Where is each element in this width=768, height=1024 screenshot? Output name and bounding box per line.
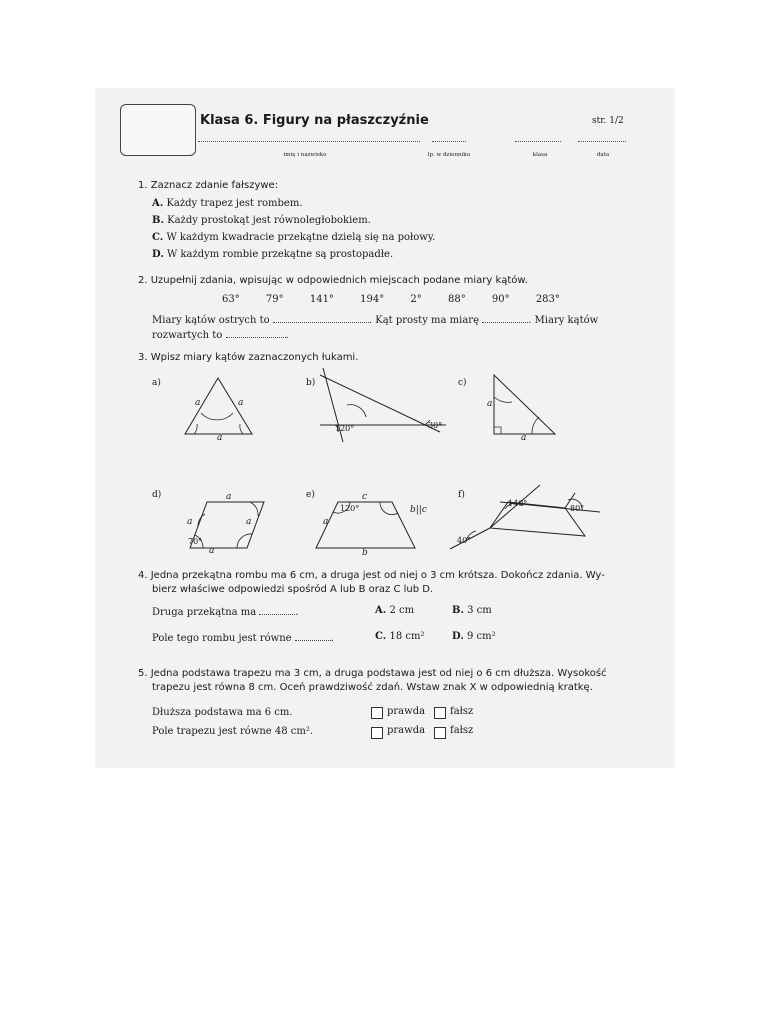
- figure-label-b: b): [306, 378, 316, 388]
- trapezoid-e-shape: [316, 502, 415, 548]
- q4-title-cont: bierz właściwe odpowiedzi spośród A lub B oraz C lub D.: [152, 584, 434, 595]
- true-label: prawda: [387, 725, 426, 736]
- area-blank[interactable]: [295, 631, 331, 641]
- q5-row1-true-checkbox[interactable]: [371, 707, 383, 719]
- angle-arc: [201, 413, 233, 420]
- angle-arc: [494, 397, 512, 402]
- side-label: a: [246, 517, 252, 527]
- page-number: str. 1/2: [592, 116, 624, 126]
- figure-label-f: f): [458, 490, 465, 500]
- angle-label: 40°: [457, 536, 472, 545]
- angle-label: 30°: [428, 421, 443, 430]
- sentence-part: Miary kątów ostrych to: [152, 315, 270, 326]
- diagonal-blank[interactable]: [259, 605, 295, 615]
- q5-row1-text: Dłuższa podstawa ma 6 cm.: [152, 707, 293, 718]
- number-field-label: lp. w dzienniku: [427, 152, 471, 158]
- false-label: fałsz: [450, 725, 474, 736]
- page-title: Klasa 6. Figury na płaszczyźnie: [200, 113, 429, 128]
- angle-arc: [240, 424, 243, 434]
- angle-value: 283°: [535, 294, 560, 305]
- q5-row2-text: Pole trapezu jest równe 48 cm².: [152, 726, 314, 737]
- angle-arc: [250, 502, 258, 516]
- side-label: a: [521, 433, 527, 443]
- option-value: 9 cm²: [466, 631, 496, 642]
- q4-row2-text: Pole tego rombu jest równe .: [152, 633, 334, 644]
- option-text: Każdy prostokąt jest równoległobokiem.: [167, 215, 371, 226]
- true-label: prawda: [387, 706, 426, 717]
- q5-title-cont: trapezu jest równa 8 cm. Oceń prawdziwość zdań. Wstaw znak X w odpowiednią kratkę.: [152, 682, 593, 693]
- row-text: Pole tego rombu jest równe: [152, 633, 292, 644]
- q4-option-a[interactable]: [375, 605, 414, 616]
- option-value: 2 cm: [389, 605, 415, 616]
- option-text: Każdy trapez jest rombem.: [166, 198, 303, 209]
- parallel-note: b||c: [410, 505, 427, 515]
- angle-label: 120°: [340, 504, 360, 513]
- angle-arc: [347, 405, 366, 417]
- option-letter: A.: [152, 198, 164, 209]
- q5-row2-false-checkbox[interactable]: [434, 727, 446, 739]
- side-label: a: [487, 399, 493, 409]
- date-field-label: data: [596, 152, 610, 158]
- angle-arc: [532, 417, 539, 434]
- angle-value: 194°: [360, 294, 385, 305]
- angle-label: 140°: [508, 499, 528, 508]
- option-letter: B.: [452, 605, 464, 616]
- side-label: a: [195, 398, 201, 408]
- figure-label-c: c): [458, 378, 467, 388]
- side-label: b: [362, 548, 368, 558]
- q3-title: 3. Wpisz miary kątów zaznaczonych łukami.: [138, 352, 359, 363]
- figure-label-e: e): [306, 490, 315, 500]
- side-label: a: [209, 546, 215, 556]
- q5-row1-false-checkbox[interactable]: [434, 707, 446, 719]
- angle-value: 141°: [309, 294, 334, 305]
- side-label: c: [362, 492, 368, 502]
- right-angle-mark: [494, 427, 501, 434]
- q5-row2-true-checkbox[interactable]: [371, 727, 383, 739]
- angle-value: 90°: [491, 294, 510, 305]
- q4-option-c[interactable]: [375, 631, 424, 642]
- q4-option-b[interactable]: [452, 605, 492, 616]
- angle-value: 2°: [410, 294, 422, 305]
- q4-option-d[interactable]: [452, 631, 496, 642]
- q4-row1-text: Druga przekątna ma .: [152, 607, 299, 618]
- q5-title: 5. Jedna podstawa trapezu ma 3 cm, a druga podstawa jest od niej o 6 cm dłuższa. Wysokość: [138, 668, 607, 679]
- side-label: a: [238, 398, 244, 408]
- row-text: Druga przekątna ma: [152, 607, 257, 618]
- angle-value: 88°: [447, 294, 466, 305]
- q4-title: 4. Jedna przekątna rombu ma 6 cm, a druga jest od niej o 3 cm krótsza. Dokończ zdania. Wy-: [138, 570, 605, 581]
- side-label: a: [217, 433, 223, 443]
- name-field-label: imię i nazwisko: [283, 152, 327, 158]
- side-label: a: [187, 517, 193, 527]
- figure-label-a: a): [152, 378, 161, 388]
- class-field-label: klasa: [532, 152, 548, 158]
- q2-title: 2. Uzupełnij zdania, wpisując w odpowiednich miejscach podane miary kątów.: [138, 275, 528, 286]
- option-letter: B.: [152, 215, 164, 226]
- option-text: W każdym rombie przekątne są prostopadłe.: [166, 249, 394, 260]
- figure-label-d: d): [152, 490, 162, 500]
- angle-value: 79°: [265, 294, 284, 305]
- option-text: W każdym kwadracie przekątne dzielą się na połowy.: [166, 232, 436, 243]
- triangle-c-shape: [494, 375, 555, 434]
- option-value: 3 cm: [467, 605, 492, 616]
- option-letter: A.: [375, 605, 387, 616]
- option-letter: D.: [152, 249, 164, 260]
- false-label: fałsz: [450, 706, 474, 717]
- angle-arc: [194, 424, 197, 434]
- angle-label: 120°: [335, 424, 355, 433]
- option-value: 18 cm²: [389, 631, 425, 642]
- sentence-part: . Miary kątów: [528, 315, 599, 326]
- angle-label: 80°: [570, 504, 585, 513]
- option-letter: C.: [375, 631, 387, 642]
- angle-label: 70°: [188, 537, 203, 546]
- sentence-part: rozwartych to: [152, 330, 223, 341]
- angle-value: 63°: [222, 294, 240, 305]
- side-label: a: [323, 517, 329, 527]
- side-label: a: [226, 492, 232, 502]
- sentence-part: . Kąt prosty ma miarę: [368, 315, 479, 326]
- option-letter: C.: [152, 232, 164, 243]
- q1-title: 1. Zaznacz zdanie fałszywe:: [138, 180, 279, 191]
- option-letter: D.: [452, 631, 464, 642]
- q2-sentence-line2: rozwartych to .: [152, 330, 289, 341]
